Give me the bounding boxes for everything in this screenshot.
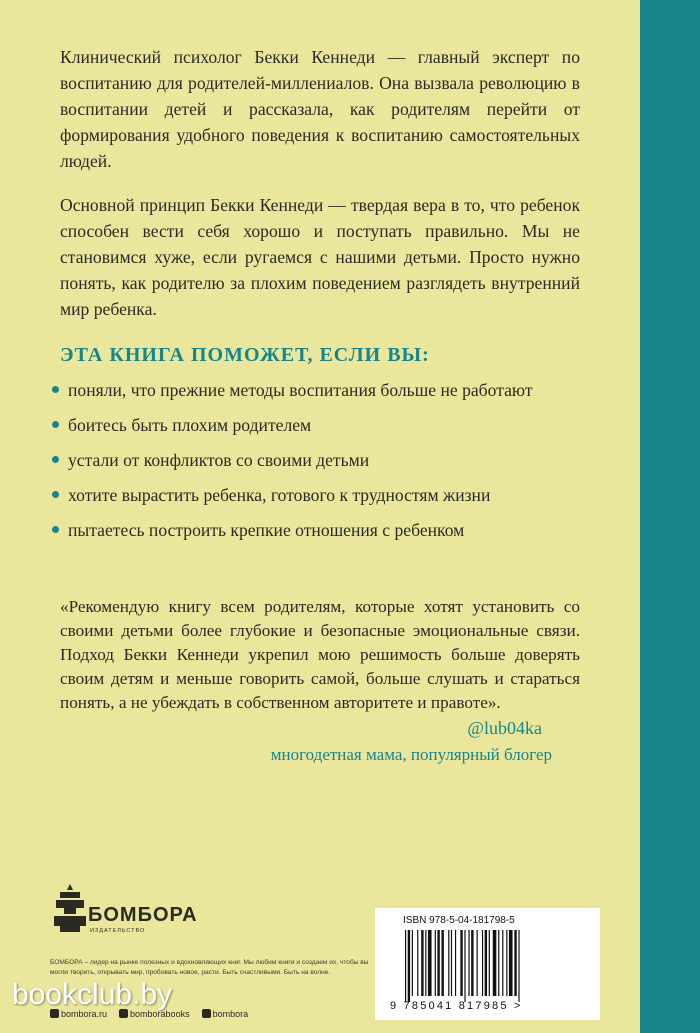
watermark: bookclub.by [12,978,173,1011]
cover-spine-strip [640,0,700,1033]
bullet-icon [52,386,59,393]
publisher-description: БОМБОРА – лидер на рынке полезных и вдохновляющих книг. Мы любим книги и создаем их, чтобы вы могли творить, открывать мир, пробовать новое, расти. Быть счастливыми. Быть на волне. [50,959,369,976]
benefits-title: ЭТА КНИГА ПОМОЖЕТ, ЕСЛИ ВЫ: [60,344,430,366]
publisher-name: БОМБОРА [88,904,198,926]
benefit-item [52,518,572,542]
social-icon [202,1009,211,1018]
benefits-list [52,378,572,553]
bullet-icon [52,456,59,463]
benefit-item [52,448,572,472]
intro-paragraph-2: Основной принцип Бекки Кеннеди — твердая вера в то, что ребенок способен вести себя хорошо и поступать правильно. Мы не становимся хуже, если ругаемся с нашими детьми. Просто нужно понять, как родителю за плохим поведением разглядеть внутренний мир ребенка. [60,195,580,319]
bullet-icon [52,526,59,533]
benefit-text: боитесь быть плохим родителем [68,415,312,435]
bullet-icon [52,491,59,498]
review-author-role: многодетная мама, популярный блогер [270,745,552,764]
social-link-site[interactable]: bombora.ru [50,1009,107,1019]
barcode-icon [403,930,578,1002]
ean-number: 9 785041 817985 > [390,1000,523,1012]
benefit-item [52,378,572,402]
benefit-item [52,413,572,437]
benefit-text: устали от конфликтов со своими детьми [68,450,370,470]
bomb-icon [50,880,90,940]
benefit-text: поняли, что прежние методы воспитания больше не работают [68,380,533,400]
review-author: @lub04ka [467,718,542,738]
publisher-sub: ИЗДАТЕЛЬСТВО [90,928,146,934]
publisher-logo [50,880,200,940]
social-link-other[interactable]: bombora [202,1009,249,1019]
barcode-box [375,908,600,1020]
isbn-label: ISBN 978-5-04-181798-5 [403,915,515,926]
review-quote: «Рекомендую книгу всем родителям, которые хотят установить со своими детьми более глубокие и безопасные эмоциональные связи. Подход Бекки Кеннеди укрепил мою решимость больше доверять своим детям и меньше говорить самой, больше слушать и стараться понять, а не убеждать в собственном авторитете и правоте». [60,597,580,712]
social-link-vk[interactable]: bomborabooks [119,1009,190,1019]
bullet-icon [52,421,59,428]
benefit-text: пытаетесь построить крепкие отношения с ребенком [68,520,465,540]
benefit-item [52,483,572,507]
intro-paragraph-1: Клинический психолог Бекки Кеннеди — главный эксперт по воспитанию для родителей-миллениалов. Она вызвала революцию в воспитании детей и рассказала, как родителям перейти от формирования удобного поведения к воспитанию самостоятельных людей. [60,47,580,171]
benefit-text: хотите вырастить ребенка, готового к трудностям жизни [68,485,491,505]
